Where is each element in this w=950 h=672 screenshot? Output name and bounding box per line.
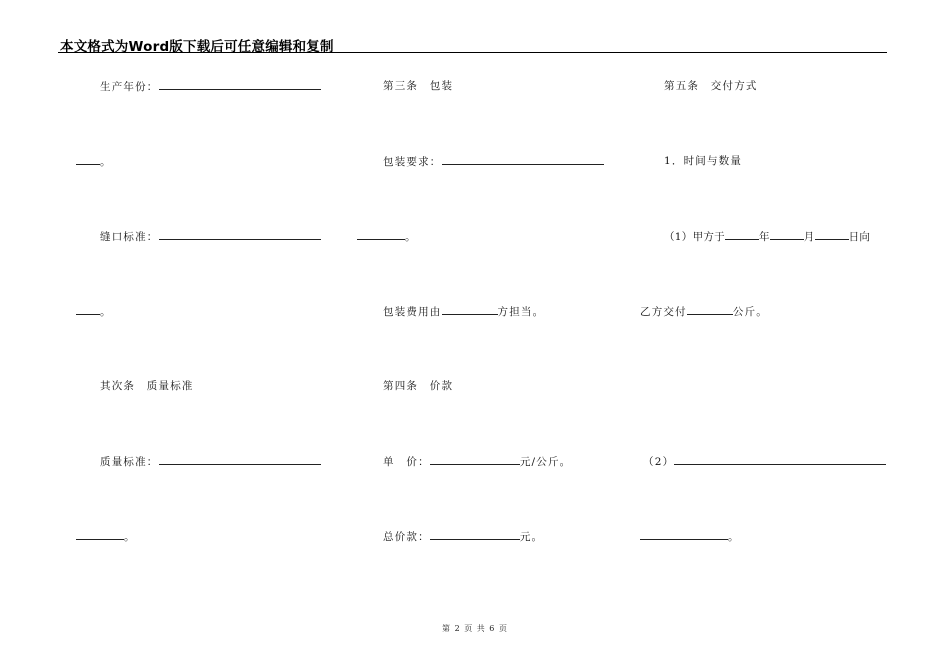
continuation-line (640, 529, 740, 544)
blank-field (159, 454, 321, 465)
header-rule (58, 52, 887, 53)
period-text: 。 (100, 306, 112, 318)
blank-field (430, 454, 520, 465)
unit-price-unit: 元/公斤。 (519, 456, 572, 468)
total-price-label: 总价款： (383, 531, 430, 543)
blank-field (674, 454, 886, 465)
unit-price-line (383, 454, 571, 469)
period-text: 。 (405, 231, 417, 243)
continuation-line (76, 304, 112, 319)
packaging-fee-suffix: 方担当。 (497, 306, 545, 318)
article3-title: 第三条 包装 (383, 80, 454, 92)
blank-field (430, 529, 520, 540)
party-b-label: 乙方交付 (640, 306, 687, 318)
packaging-fee-line (383, 304, 544, 319)
period-text: 。 (124, 531, 136, 543)
item1-heading: 1．时间与数量 (664, 155, 743, 167)
page-number: 第 2 页 共 6 页 (442, 624, 508, 633)
period-text: 。 (100, 156, 112, 168)
blank-field (76, 304, 100, 315)
blank-field (76, 529, 124, 540)
blank-field (357, 229, 405, 240)
blank-field (442, 154, 604, 165)
blank-field (725, 229, 759, 240)
blank-field (159, 229, 321, 240)
item1-1-label: （1）甲方于 (664, 231, 725, 243)
unit-price-label: 单 价： (383, 456, 430, 468)
article2-title: 其次条 质量标准 (100, 380, 194, 392)
quality-standard-label: 质量标准： (100, 456, 159, 468)
stitch-standard-line (100, 229, 321, 244)
blank-field (770, 229, 804, 240)
packaging-fee-label: 包装费用由 (383, 306, 442, 318)
blank-field (76, 154, 100, 165)
quality-standard-line (100, 454, 321, 469)
continuation-line (357, 229, 417, 244)
stitch-standard-label: 缝口标准： (100, 231, 159, 243)
item2-label: （2） (643, 456, 675, 468)
year-text: 年 (758, 231, 770, 243)
day-text: 日向 (848, 231, 871, 243)
packaging-req-label: 包装要求： (383, 156, 442, 168)
continuation-line (76, 529, 136, 544)
production-year-line (100, 79, 321, 94)
total-price-line (383, 529, 543, 544)
item1-1-line (664, 229, 870, 244)
blank-field (640, 529, 728, 540)
article4-title: 第四条 价款 (383, 380, 454, 392)
period-text: 。 (728, 531, 740, 543)
production-year-label: 生产年份： (100, 81, 159, 93)
month-text: 月 (803, 231, 815, 243)
continuation-line (76, 154, 112, 169)
kg-text: 公斤。 (732, 306, 768, 318)
blank-field (159, 79, 321, 90)
blank-field (442, 304, 498, 315)
item2-line (643, 454, 886, 469)
packaging-req-line (383, 154, 604, 169)
document-header: 本文格式为Word版下载后可任意编辑和复制 (60, 39, 334, 55)
blank-field (687, 304, 733, 315)
total-price-unit: 元。 (519, 531, 544, 543)
article5-title: 第五条 交付方式 (664, 80, 758, 92)
blank-field (815, 229, 849, 240)
party-b-line (640, 304, 768, 319)
